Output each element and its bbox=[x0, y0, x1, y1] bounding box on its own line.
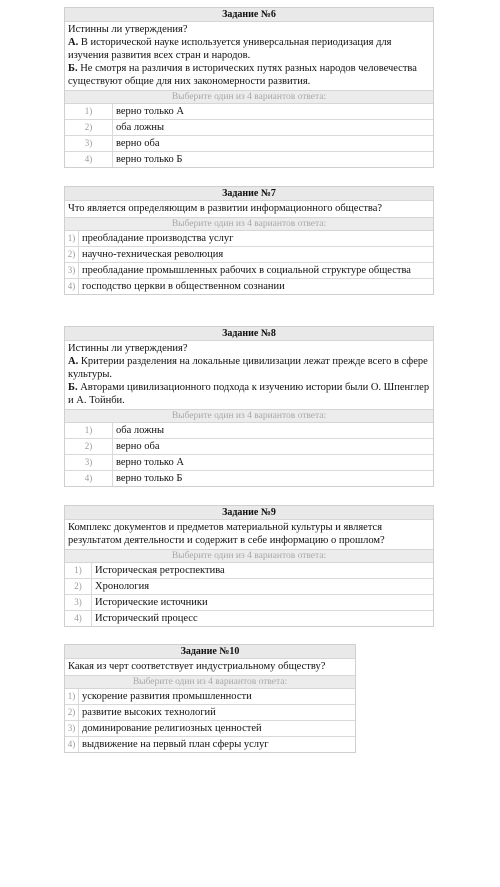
answer-option[interactable] bbox=[65, 611, 433, 626]
question-text: Какая из черт соответствует индустриальному обществу? bbox=[68, 661, 326, 672]
option-number: 1) bbox=[65, 104, 113, 119]
answer-option[interactable] bbox=[65, 423, 433, 439]
option-number: 2) bbox=[65, 247, 79, 262]
answer-hint: Выберите один из 4 вариантов ответа: bbox=[65, 549, 433, 563]
answer-option[interactable] bbox=[65, 439, 433, 455]
answer-hint: Выберите один из 4 вариантов ответа: bbox=[65, 409, 433, 423]
answer-option[interactable] bbox=[65, 471, 433, 486]
statement-text: Не смотря на различия в исторических путях разных народов человечества существуют общие для них закономерности развития. bbox=[68, 63, 417, 87]
option-label: Исторические источники bbox=[95, 597, 208, 608]
statement-marker: Б. bbox=[68, 382, 78, 393]
question-text: Истинны ли утверждения? А. В исторической науке используется универсальная периодизация для изучения развития всех стран и народов. Б. Не смотря на различия в исторических путях разных народов человечества существуют общие для них закономерности развития. bbox=[68, 24, 417, 87]
option-label: верно только Б bbox=[116, 473, 183, 484]
option-number: 1) bbox=[65, 231, 79, 246]
option-number: 4) bbox=[65, 152, 113, 167]
option-number: 1) bbox=[65, 689, 79, 704]
answer-option[interactable] bbox=[65, 136, 433, 152]
answer-hint: Выберите один из 4 вариантов ответа: bbox=[65, 90, 433, 104]
option-number: 1) bbox=[65, 563, 92, 578]
answer-option[interactable] bbox=[65, 104, 433, 120]
option-label: научно-техническая революция bbox=[82, 249, 224, 260]
option-number: 4) bbox=[65, 611, 92, 626]
statement-marker: А. bbox=[68, 37, 79, 48]
answer-option[interactable] bbox=[65, 563, 433, 579]
statement-text: Критерии разделения на локальные цивилизации лежат прежде всего в сфере культуры. bbox=[68, 356, 428, 380]
option-label: верно оба bbox=[116, 138, 160, 149]
answer-option[interactable] bbox=[65, 721, 355, 737]
option-label: развитие высоких технологий bbox=[82, 707, 216, 718]
option-number: 3) bbox=[65, 455, 113, 470]
option-label: верно оба bbox=[116, 441, 160, 452]
option-label: верно только А bbox=[116, 106, 184, 117]
task-card-7 bbox=[64, 186, 434, 295]
option-number: 3) bbox=[65, 136, 113, 151]
option-label: ускорение развития промышленности bbox=[82, 691, 252, 702]
option-label: оба ложны bbox=[116, 425, 165, 436]
task-title: Задание №6 bbox=[65, 8, 433, 22]
statement-marker: А. bbox=[68, 356, 79, 367]
answer-option[interactable] bbox=[65, 579, 433, 595]
option-number: 3) bbox=[65, 595, 92, 610]
answer-option[interactable] bbox=[65, 595, 433, 611]
answer-option[interactable] bbox=[65, 689, 355, 705]
task-card-10 bbox=[64, 644, 356, 753]
task-card-8 bbox=[64, 326, 434, 487]
answer-hint: Выберите один из 4 вариантов ответа: bbox=[65, 217, 433, 231]
option-label: Исторический процесс bbox=[95, 613, 198, 624]
task-title: Задание №7 bbox=[65, 187, 433, 201]
answer-option[interactable] bbox=[65, 705, 355, 721]
option-label: преобладание производства услуг bbox=[82, 233, 234, 244]
question-text: Комплекс документов и предметов материальной культуры и является результатом деятельности и содержит в себе информацию о прошлом? bbox=[68, 522, 385, 546]
option-number: 2) bbox=[65, 120, 113, 135]
task-title: Задание №10 bbox=[65, 645, 355, 659]
option-label: оба ложны bbox=[116, 122, 165, 133]
answer-option[interactable] bbox=[65, 120, 433, 136]
option-label: выдвижение на первый план сферы услуг bbox=[82, 739, 269, 750]
option-label: верно только А bbox=[116, 457, 184, 468]
task-title: Задание №8 bbox=[65, 327, 433, 341]
option-number: 3) bbox=[65, 721, 79, 736]
answer-option[interactable] bbox=[65, 737, 355, 752]
statement-marker: Б. bbox=[68, 63, 78, 74]
question-text: Что является определяющим в развитии информационного общества? bbox=[68, 203, 383, 214]
option-number: 4) bbox=[65, 737, 79, 752]
option-label: верно только Б bbox=[116, 154, 183, 165]
option-number: 4) bbox=[65, 471, 113, 486]
option-number: 2) bbox=[65, 705, 79, 720]
answer-hint: Выберите один из 4 вариантов ответа: bbox=[65, 675, 355, 689]
option-label: Хронология bbox=[95, 581, 150, 592]
task-card-9 bbox=[64, 505, 434, 627]
answer-option[interactable] bbox=[65, 455, 433, 471]
option-label: Историческая ретроспектива bbox=[95, 565, 225, 576]
answer-option[interactable] bbox=[65, 279, 433, 294]
option-number: 2) bbox=[65, 579, 92, 594]
answer-option[interactable] bbox=[65, 152, 433, 167]
answer-option[interactable] bbox=[65, 231, 433, 247]
task-card-6 bbox=[64, 7, 434, 168]
statement-text: Авторами цивилизационного подхода к изучению истории были О. Шпенглер и А. Тойнби. bbox=[68, 382, 430, 406]
option-label: преобладание промышленных рабочих в социальной структуре общества bbox=[82, 265, 411, 276]
option-number: 2) bbox=[65, 439, 113, 454]
statement-text: В исторической науке используется универсальная периодизация для изучения развития всех стран и народов. bbox=[68, 37, 392, 61]
option-number: 3) bbox=[65, 263, 79, 278]
question-text: Истинны ли утверждения? А. Критерии разделения на локальные цивилизации лежат прежде всего в сфере культуры. Б. Авторами цивилизационного подхода к изучению истории были О. Шпенглер и А. Тойнби. bbox=[68, 343, 430, 406]
option-number: 1) bbox=[65, 423, 113, 438]
option-number: 4) bbox=[65, 279, 79, 294]
answer-option[interactable] bbox=[65, 247, 433, 263]
option-label: господство церкви в общественном сознании bbox=[82, 281, 285, 292]
answer-option[interactable] bbox=[65, 263, 433, 279]
option-label: доминирование религиозных ценностей bbox=[82, 723, 262, 734]
task-title: Задание №9 bbox=[65, 506, 433, 520]
